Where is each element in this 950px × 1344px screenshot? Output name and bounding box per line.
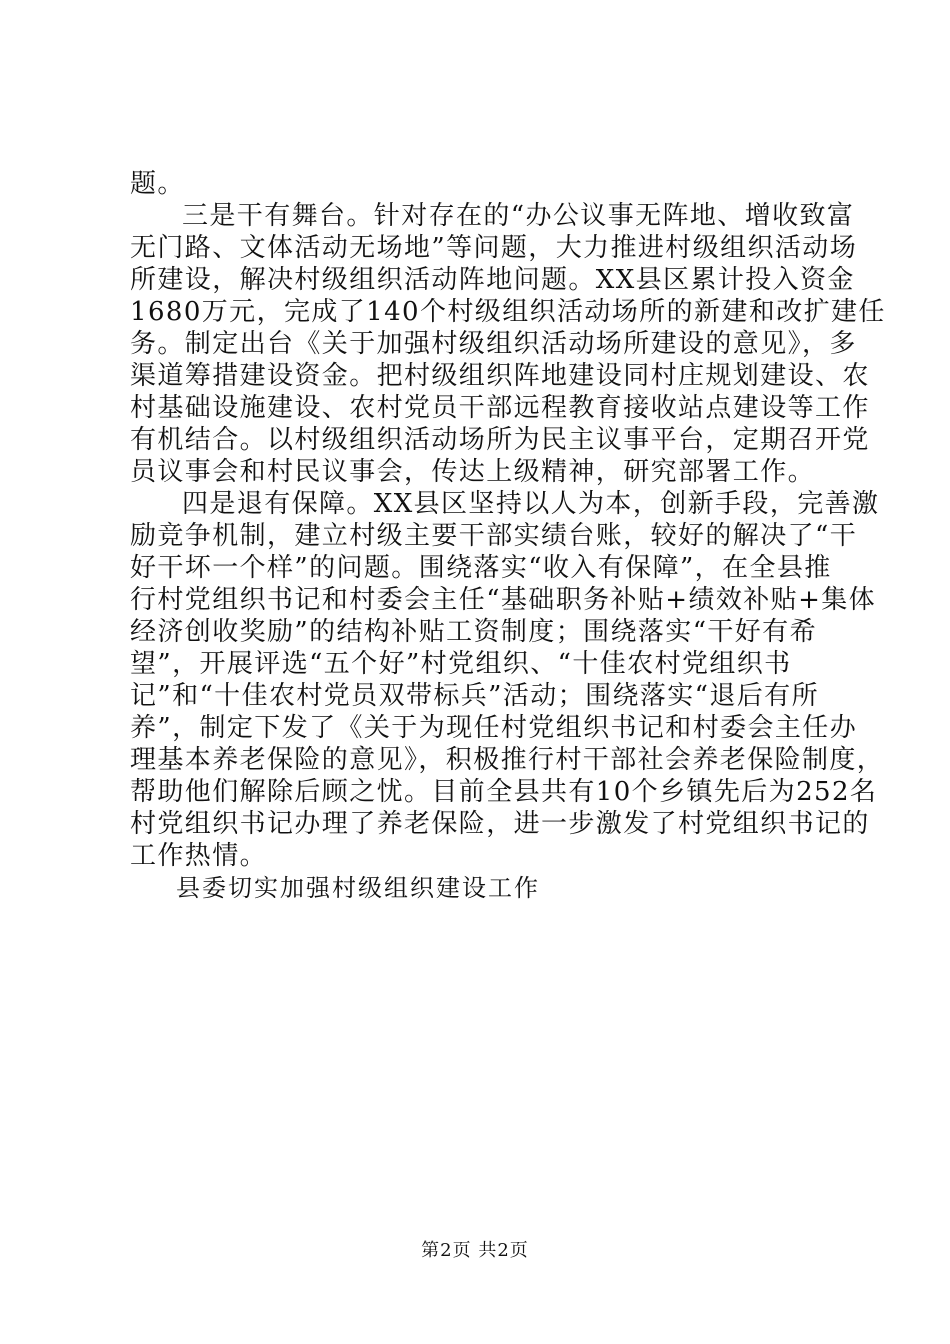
paragraph-line: 记”和“十佳农村党员双带标兵”活动；围绕落实“退后有所 bbox=[130, 681, 819, 711]
paragraph-line: 1680万元，完成了140个村级组织活动场所的新建和改扩建任 bbox=[130, 297, 886, 327]
paragraph-line: 行村党组织书记和村委会主任“基础职务补贴+绩效补贴+集体 bbox=[130, 585, 877, 615]
paragraph-line: 务。制定出台《关于加强村级组织活动场所建设的意见》，多 bbox=[130, 329, 857, 359]
paragraph-line: 渠道筹措建设资金。把村级组织阵地建设同村庄规划建设、农 bbox=[130, 361, 870, 391]
paragraph-line: 经济创收奖励”的结构补贴工资制度；围绕落实“干好有希 bbox=[130, 617, 817, 647]
paragraph-line: 理基本养老保险的意见》，积极推行村干部社会养老保险制度， bbox=[130, 745, 885, 775]
document-caption: 县委切实加强村级组织建设工作 bbox=[176, 874, 540, 902]
paragraph-line: 望”，开展评选“五个好”村党组织、“十佳农村党组织书 bbox=[130, 649, 792, 679]
page-number: 第2页 共2页 bbox=[421, 1240, 529, 1261]
paragraph-line: 好干坏一个样”的问题。围绕落实“收入有保障”，在全县推 bbox=[130, 553, 832, 583]
paragraph-line: 帮助他们解除后顾之忧。目前全县共有10个乡镇先后为252名 bbox=[130, 777, 878, 807]
document-body bbox=[130, 168, 886, 904]
paragraph-line: 所建设，解决村级组织活动阵地问题。XX县区累计投入资金 bbox=[130, 265, 855, 295]
paragraph-line: 无门路、文体活动无场地”等问题，大力推进村级组织活动场 bbox=[130, 233, 858, 263]
paragraph-line: 有机结合。以村级组织活动场所为民主议事平台，定期召开党 bbox=[130, 425, 870, 455]
paragraph-line: 四是退有保障。XX县区坚持以人为本，创新手段，完善激 bbox=[182, 489, 880, 519]
paragraph-line: 题。 bbox=[130, 169, 185, 199]
paragraph-line: 村党组织书记办理了养老保险，进一步激发了村党组织书记的 bbox=[130, 809, 870, 839]
paragraph-line: 养”，制定下发了《关于为现任村党组织书记和村委会主任办 bbox=[130, 713, 858, 743]
paragraph-line: 三是干有舞台。针对存在的“办公议事无阵地、增收致富 bbox=[182, 201, 855, 231]
paragraph-line: 励竞争机制，建立村级主要干部实绩台账，较好的解决了“干 bbox=[130, 521, 858, 551]
paragraph-line: 村基础设施建设、农村党员干部远程教育接收站点建设等工作 bbox=[130, 393, 870, 423]
paragraph-line: 员议事会和村民议事会，传达上级精神，研究部署工作。 bbox=[130, 457, 816, 487]
paragraph-line: 工作热情。 bbox=[130, 841, 268, 871]
